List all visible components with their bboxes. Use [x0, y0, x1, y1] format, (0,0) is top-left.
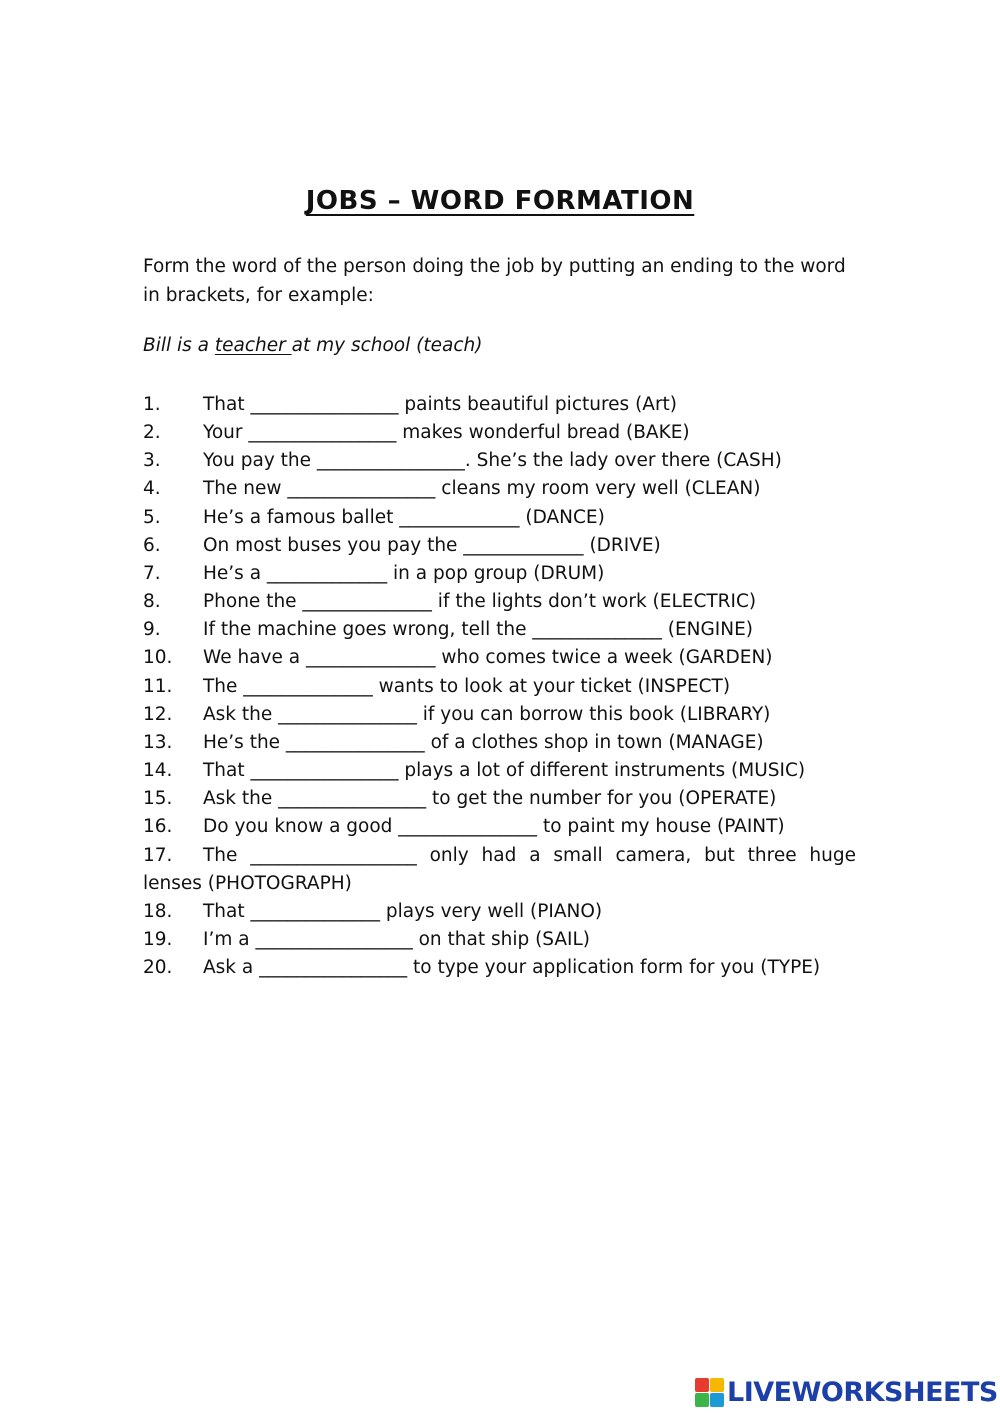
exercise-item — [143, 532, 856, 560]
item-text: Ask the ________________ to get the number for you (OPERATE) — [203, 788, 777, 810]
item-number: 2. — [143, 422, 161, 444]
item-number: 4. — [143, 478, 161, 500]
exercise-item — [143, 701, 856, 729]
exercise-item — [143, 391, 856, 419]
item-number: 3. — [143, 450, 161, 472]
item-text: That ________________ plays a lot of different instruments (MUSIC) — [203, 760, 806, 782]
item-text: Ask a ________________ to type your application form for you (TYPE) — [203, 957, 821, 979]
liveworksheets-logo: LIVEWORKSHEETS — [695, 1376, 998, 1408]
exercise-item — [143, 616, 856, 644]
exercise-item — [143, 560, 856, 588]
item-number: 10. — [143, 647, 173, 669]
item-number: 7. — [143, 562, 161, 584]
item-number: 9. — [143, 619, 161, 641]
item-text: Phone the ______________ if the lights don’t work (ELECTRIC) — [203, 591, 757, 613]
item-number: 18. — [143, 900, 173, 922]
exercise-item — [143, 757, 856, 785]
item-number: 20. — [143, 957, 173, 979]
item-text: If the machine goes wrong, tell the ______________ (ENGINE) — [203, 619, 754, 641]
exercise-item — [143, 785, 856, 813]
item-number: 16. — [143, 816, 173, 838]
exercise-item — [143, 729, 856, 757]
item-number: 14. — [143, 760, 173, 782]
exercise-item — [143, 475, 856, 503]
exercise-item — [143, 813, 856, 841]
item-text: The __________________ only had a small camera, but three huge lenses (PHOTOGRAPH) — [143, 844, 856, 894]
item-text: On most buses you pay the _____________ (DRIVE) — [203, 534, 661, 556]
item-number: 19. — [143, 928, 173, 950]
worksheet-title: JOBS – WORD FORMATION — [305, 186, 695, 216]
exercise-list — [143, 391, 856, 982]
item-number: 12. — [143, 703, 173, 725]
item-text: The new ________________ cleans my room very well (CLEAN) — [203, 478, 761, 500]
item-text: Ask the _______________ if you can borrow this book (LIBRARY) — [203, 703, 771, 725]
exercise-item — [143, 644, 856, 672]
item-text: He’s a famous ballet _____________ (DANCE) — [203, 506, 605, 528]
item-text: You pay the ________________. She’s the lady over there (CASH) — [203, 450, 782, 472]
instructions: Form the word of the person doing the job by putting an ending to the word in brackets, for example: — [143, 256, 846, 306]
item-number: 6. — [143, 534, 161, 556]
exercise-item — [143, 447, 856, 475]
exercise-item — [143, 588, 856, 616]
exercise-item — [143, 504, 856, 532]
item-number: 17. — [143, 844, 173, 866]
item-text: The ______________ wants to look at your ticket (INSPECT) — [203, 675, 731, 697]
exercise-item — [143, 954, 856, 982]
example-answer: teacher — [214, 335, 292, 356]
item-text: We have a ______________ who comes twice a week (GARDEN) — [203, 647, 773, 669]
item-text: Do you know a good _______________ to paint my house (PAINT) — [203, 816, 785, 838]
item-text: That ________________ paints beautiful pictures (Art) — [203, 394, 678, 415]
item-text: I’m a _________________ on that ship (SAIL) — [203, 928, 591, 950]
item-number: 8. — [143, 591, 161, 613]
exercise-item — [143, 898, 856, 926]
item-text: Your ________________ makes wonderful bread (BAKE) — [203, 422, 690, 444]
item-text: He’s a _____________ in a pop group (DRUM) — [203, 562, 605, 584]
exercise-item — [143, 926, 856, 954]
exercise-item — [143, 419, 856, 447]
item-number: 11. — [143, 675, 173, 697]
exercise-item — [143, 673, 856, 701]
item-number: 1. — [143, 394, 161, 415]
item-text: That ______________ plays very well (PIANO) — [203, 900, 603, 922]
logo-icon — [695, 1378, 724, 1407]
item-number: 15. — [143, 788, 173, 810]
item-text: He’s the _______________ of a clothes shop in town (MANAGE) — [203, 731, 764, 753]
exercise-item — [143, 842, 856, 898]
item-number: 13. — [143, 731, 173, 753]
example-sentence: Bill is a teacher at my school (teach) — [143, 335, 483, 356]
item-number: 5. — [143, 506, 161, 528]
